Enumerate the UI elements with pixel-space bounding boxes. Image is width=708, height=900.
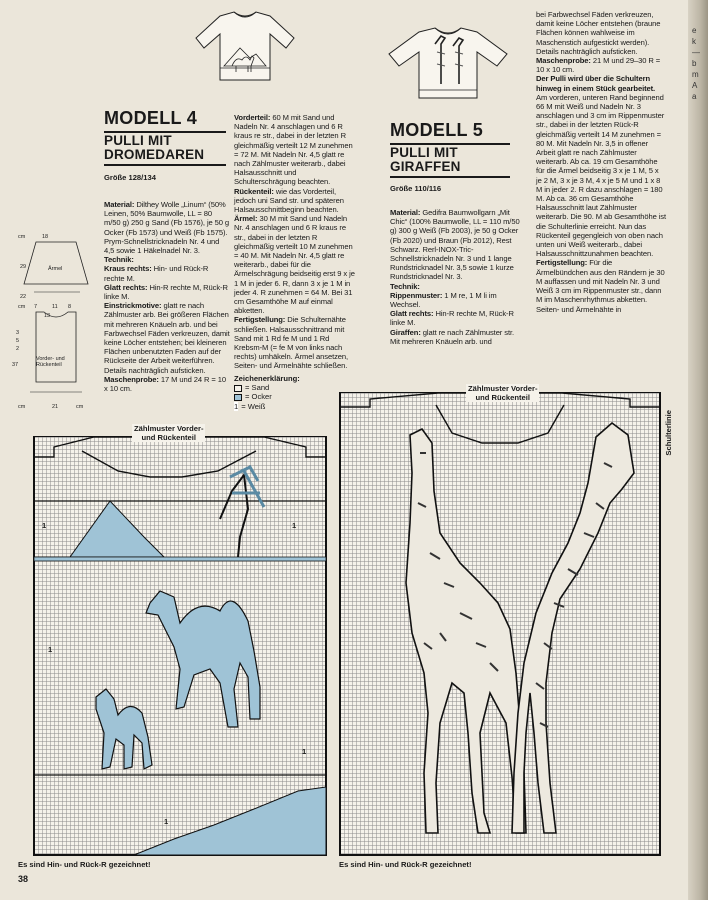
modell5-col3-text: 1 M re, 1 M li im Wechsel.	[390, 290, 497, 310]
camel-chart-note: Es sind Hin- und Rück-R gezeichnet!	[18, 860, 151, 869]
schema-label: 8	[68, 304, 72, 310]
legend-label: = Weiß	[241, 401, 266, 411]
modell4-col2-text: wie das Vorderteil, jedoch uni Sand str. und späteren Halsausschnittbeginn beachten.	[234, 186, 344, 215]
modell5-col4-paragraph	[536, 258, 666, 313]
legend-label: = Sand	[245, 383, 270, 393]
modell4-col1-text: Hin-R rechte M, Rück-R linke M.	[104, 282, 228, 302]
modell5-col3-text: Gedifra Baumwollgarn „Mit Chic“ (100% Baumwolle, LL = 110 m/50 g) 300 g Weiß (Fb 2003), je 50 g Ocker (Fb 2020) und Braun (Fb 2012), Rest Schwarz. Rerl-INOX-Tric-Schnellstricknadeln Nr. 3 und 1 lange Rundstricknadel Nr. 3,5 sowie 1 kurze Rundstricknadel Nr. 3.	[390, 208, 520, 282]
camel-chart-mark-3: 1	[48, 645, 53, 654]
schema-label: 29	[20, 264, 27, 270]
modell4-col1-label: Maschenprobe:	[104, 374, 159, 384]
modell5-col3-paragraph	[390, 208, 522, 282]
modell5-col4-text: 21 M und 29–30 R = 10 x 10 cm.	[536, 56, 661, 75]
camel-chart-mark-2: 1	[292, 521, 297, 530]
modell4-instructions-col2	[234, 113, 358, 371]
legend-item	[234, 402, 300, 412]
schema-label: 11	[52, 304, 58, 310]
modell5-col4-text: Für die Ärmelbündchen aus den Rändern je 30 M auffassen und mit Nadeln Nr. 3 und Weiß 3 cm im Rippenmuster str., dann M im Maschenrhythmus abketten. Seiten- und Ärmelnähte in	[536, 258, 665, 314]
modell4-col2-text: 60 M mit Sand und Nadeln Nr. 4 anschlagen und 6 R kraus re str., dabei in der letzten R gleichmäßig verteilt 12 M zunehmen = 72 M. Mit Nadeln Nr. 4,5 glatt re nach Zählmuster weiterarb., dabei Halsausschnitt und Schulterschrägung beachten.	[234, 113, 353, 187]
modell5-col4-paragraph	[536, 10, 666, 56]
modell5-col3-text: Hin-R rechte M, Rück-R linke M.	[390, 309, 514, 328]
modell4-subtitle-1: PULLI MIT	[104, 133, 172, 148]
modell5-col4-paragraph	[536, 93, 666, 259]
modell4-col2-text: 30 M mit Sand und Nadeln Nr. 4 anschlagen und 6 R kraus re str., dabei in der letzten R gleichmäßig verteilt 10 M zunehmen = 40 M. Mit Nadeln Nr. 4,5 glatt re weiterarb., dabei für die Ärmelschrägung beidseitig erst 9 x je 1 M in jeder 6. R, dann 3 x je 1 M in jeder 4. R zunehmen = 64 M. Bei 31 cm Gesamthöhe M auf einmal abketten.	[234, 214, 355, 316]
modell4-col1-text: 17 M und 24 R = 10 x 10 cm.	[104, 374, 226, 394]
modell5-col3-paragraph	[390, 309, 522, 327]
schema-label: 7	[34, 304, 38, 310]
modell5-col4-label: Maschenprobe:	[536, 56, 591, 66]
modell5-title: MODELL 5	[390, 120, 484, 140]
modell4-col2-label: Rückenteil:	[234, 186, 274, 196]
modell5-col4-text: Am vorderen, unteren Rand beginnend 66 M mit Weiß und Nadeln Nr. 3 anschlagen und 3 cm im Rippenmuster str., dabei in der letzten Rück-R gleichmäßig verteilt 14 M zunehmen = 80 M. Mit Nadeln Nr. 3,5 in offener Arbeit glatt re nach Zählmuster weiterarb. Ab ca. 19 cm Gesamthöhe für die Ärmel beidseitig 3 x je 1 M, 5 x je 2 M, 3 x je 3 M, 4 x je 5 M und 1 x 8 M in jeder 2. R dazu anschlagen = 180 M. Ab ca. 36 cm Gesamthöhe Halsausschnitt laut Zählmuster weiterarb. Die 90. M ab Gesamthöhe ist die Schulterlinie erreicht. Nun das Rückenteil gegengleich von oben nach unten uni Weiß weiterarb., dabei Halsausschnittzunahmen beachten.	[536, 92, 666, 259]
camel-chart-mark-4: 1	[302, 747, 307, 756]
giraffe-chart-side-label: Schulterlinie	[664, 410, 673, 456]
modell5-col3-label: Material:	[390, 208, 421, 217]
modell5-instructions-col3	[390, 208, 522, 346]
modell4-col2-label: Vorderteil:	[234, 113, 271, 122]
schema-label: 3	[16, 330, 20, 336]
modell5-col4-paragraph	[536, 56, 666, 74]
modell4-col1-paragraph	[104, 375, 230, 393]
legend-label: = Ocker	[245, 392, 272, 402]
binding-text: e k — b m A a	[692, 26, 700, 101]
modell4-size: Größe 128/134	[104, 173, 156, 182]
modell4-col2-label: Ärmel:	[234, 214, 258, 224]
camel-chart-mark-5: 1	[164, 817, 169, 826]
modell4-col1-label: Material:	[104, 200, 135, 209]
legend-swatch	[234, 385, 242, 392]
modell5-col3-paragraph	[390, 282, 522, 291]
modell4-title: MODELL 4	[104, 108, 198, 128]
giraffe-chart-note: Es sind Hin- und Rück-R gezeichnet!	[339, 860, 472, 869]
modell4-instructions-col1	[104, 200, 230, 393]
page-binding	[688, 0, 708, 900]
modell5-col4-text: bei Farbwechsel Fäden verkreuzen, damit keine Löcher entstehen (braune Flächen können wahlweise im Maschenstich aufgestickt werden). Details nachträglich aufsticken.	[536, 10, 661, 56]
modell5-col3-label: Technik:	[390, 281, 420, 291]
schema-label: cm	[76, 404, 84, 410]
camel-chart-grid	[33, 436, 327, 856]
modell5-col3-label: Giraffen:	[390, 327, 421, 337]
legend-item	[234, 392, 300, 401]
schema-label: 37	[12, 362, 19, 368]
modell4-col1-text: Hin- und Rück-R rechte M.	[104, 264, 209, 283]
modell5-subtitle-1: PULLI MIT	[390, 145, 458, 160]
schema-label: 2	[16, 346, 20, 352]
modell4-col1-paragraph	[104, 301, 230, 375]
modell4-col1-label: Einstrickmotive:	[104, 301, 162, 311]
modell4-col2-paragraph	[234, 315, 358, 370]
modell4-col1-label: Glatt rechts:	[104, 282, 148, 292]
modell5-instructions-col4	[536, 10, 666, 314]
camel-chart-title: Zählmuster Vorder- und Rückenteil	[134, 424, 204, 442]
modell5-col4-label: Der Pulli wird über die Schultern hinweg in einem Stück gearbeitet.	[536, 74, 656, 93]
modell4-col1-label: Kraus rechts:	[104, 264, 152, 274]
modell5-col4-paragraph	[536, 74, 666, 92]
schema-label: Ärmel	[48, 266, 63, 272]
camel-sweater-sketch	[190, 8, 300, 84]
schema-label: 5	[16, 338, 20, 344]
schema-label: cm	[18, 304, 26, 310]
modell4-col2-text: Die Schulternähte schließen. Halsausschnittrand mit Sand mit 1 Rd fe M und 1 Rd Krebsm-M (= fe M von links nach rechts) umhäkeln. Ärmel ansetzen, Seiten- und Ärmelnähte schließen.	[234, 315, 349, 371]
modell4-col2-paragraph	[234, 187, 358, 215]
modell5-col3-label: Glatt rechts:	[390, 309, 434, 319]
modell5-col3-label: Rippenmuster:	[390, 290, 443, 300]
giraffe-chart-grid	[339, 392, 661, 856]
giraffe-chart-title: Zählmuster Vorder- und Rückenteil	[468, 384, 538, 402]
legend-item	[234, 383, 300, 392]
modell4-col1-text: Dilthey Wolle „Linum“ (50% Leinen, 50% Baumwolle, LL = 80 m/50 g) 250 g Sand (Fb 1576), je 50 g Ocker (Fb 1573) und Weiß (Fb 1575). Prym-Schnellstricknadeln Nr. 4 und 4,5 sowie 1 Häkelnadel Nr. 3.	[104, 200, 230, 256]
modell4-col2-label: Fertigstellung:	[234, 315, 286, 325]
legend-swatch	[234, 394, 242, 401]
size-schema	[18, 232, 104, 416]
modell4-col2-paragraph	[234, 113, 358, 187]
modell5-subtitle-2: GIRAFFEN	[390, 159, 461, 174]
modell4-col1-paragraph	[104, 283, 230, 301]
modell4-col1-paragraph	[104, 255, 230, 264]
modell4-col2-paragraph	[234, 214, 358, 315]
schema-label: Vorder- und Rückenteil	[36, 356, 65, 368]
modell5-size: Größe 110/116	[390, 184, 442, 193]
modell4-col1-paragraph	[104, 200, 230, 255]
modell4-rule-2	[104, 164, 226, 166]
camel-chart-mark-1: 1	[42, 521, 47, 530]
schema-label: cm	[18, 234, 26, 240]
page-number: 38	[18, 874, 29, 884]
modell4-legend	[234, 374, 300, 411]
legend-swatch: 1	[234, 402, 239, 411]
modell4-subtitle-2: DROMEDAREN	[104, 147, 205, 162]
schema-label: 21	[52, 404, 59, 410]
modell4-col1-label: Technik:	[104, 255, 134, 265]
schema-label: 18	[42, 234, 49, 240]
legend-title: Zeichenerklärung:	[234, 374, 300, 383]
schema-label: 22	[20, 294, 27, 300]
modell4-col1-paragraph	[104, 264, 230, 282]
modell5-col3-paragraph	[390, 291, 522, 309]
modell5-col3-paragraph	[390, 328, 522, 346]
schema-label: cm	[18, 404, 26, 410]
schema-label: 13	[44, 313, 51, 319]
modell5-rule-2	[390, 176, 510, 178]
modell5-col4-label: Fertigstellung:	[536, 258, 588, 268]
modell5-col3-text: glatt re nach Zählmuster str. Mit mehreren Knäueln arb. und	[390, 327, 514, 346]
giraffe-sweater-sketch	[383, 24, 513, 104]
modell4-col1-text: glatt re nach Zählmuster arb. Bei größeren Flächen mit mehreren Knäueln arb. und bei Farbwechsel Fäden verkreuzen, damit keine Löcher entstehen; bei kleineren Flächen unbenutzten Faden auf der Rückseite der Arbeit weiterführen. Details nachträglich aufsticken.	[104, 301, 230, 375]
